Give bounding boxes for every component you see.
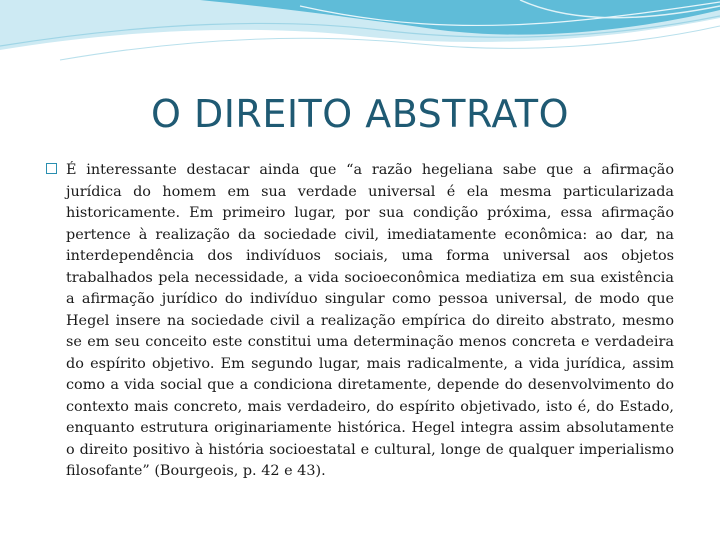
square-bullet-icon [46, 163, 57, 174]
bullet-item [46, 160, 674, 483]
bullet-text: É interessante destacar ainda que “a razão hegeliana sabe que a afirmação jurídica do homem em sua verdade universal é ela mesma particularizada historicamente. Em primeiro lugar, por sua condição próxima, essa afirmação pertence à realização da sociedade civil, imediatamente econômica: ao dar, na interdependência dos indivíduos sociais, uma forma universal aos objetos trabalhados pela necessidade, a vida socioeconômica mediatiza em sua existência a afirmação jurídico do indivíduo singular como pessoa universal, de modo que Hegel insere na sociedade civil a realização empírica do direito abstrato, mesmo se em seu conceito este constitui uma determinação menos concreta e verdadeira do espírito objetivo. Em segundo lugar, mais radicalmente, a vida jurídica, assim como a vida social que a condiciona diretamente, depende do desenvolvimento do contexto mais concreto, mais verdadeiro, do espírito objetivado, isto é, do Estado, enquanto estrutura originariamente histórica. Hegel integra assim absolutamente o direito positivo à história socioestatal e cultural, longe de qualquer imperialismo filosofante” (Bourgeois, p. 42 e 43). [66, 162, 674, 479]
slide-title: O DIREITO ABSTRATO [150, 92, 570, 136]
decorative-wave-header [0, 0, 720, 80]
